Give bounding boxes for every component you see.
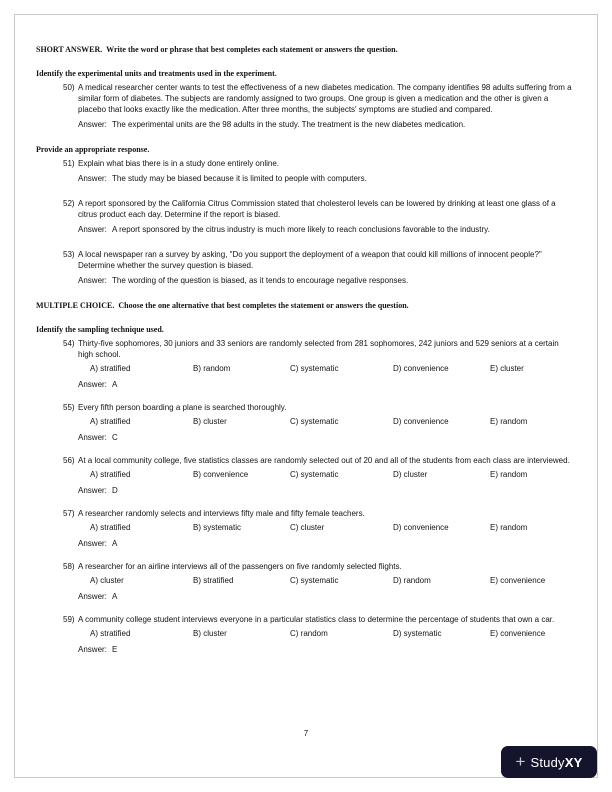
question-59-choices xyxy=(90,628,576,639)
answer-50-text: The experimental units are the 98 adults in the study. The treatment is the new diabetes medication. xyxy=(112,120,466,129)
answer-58-value: A xyxy=(112,592,118,601)
answer-57 xyxy=(78,538,576,549)
choice-c: C) systematic xyxy=(290,470,339,479)
answer-55-label: Answer: xyxy=(78,433,107,442)
choice-c: C) random xyxy=(290,629,328,638)
question-59-text: A community college student interviews everyone in a particular statistics class to determine the percentage of students that own a car. xyxy=(78,615,555,624)
question-57 xyxy=(36,508,576,549)
choice-b: B) cluster xyxy=(193,629,227,638)
question-50 xyxy=(63,82,576,115)
choice-e: E) random xyxy=(490,470,528,479)
choice-e: E) convenience xyxy=(490,629,546,638)
choice-b: B) stratified xyxy=(193,576,234,585)
logo-text-study: Study xyxy=(530,754,565,770)
choice-d: D) random xyxy=(393,576,431,585)
answer-59-value: E xyxy=(112,645,118,654)
question-52-number: 52) xyxy=(63,199,75,208)
choice-e: E) random xyxy=(490,523,528,532)
question-51-text: Explain what bias there is in a study done entirely online. xyxy=(78,159,280,168)
question-50-text: A medical researcher center wants to test the effectiveness of a new diabetes medication. The company identifies 98 adults suffering from a similar form of diabetes. The subjects are randomly assigned to two groups. One group is given a medication and the other is given a placebo that looks exactly like the medication. After three months, the subjects' symptoms are studied and compared. xyxy=(78,83,572,114)
choice-a: A) stratified xyxy=(90,523,131,532)
choice-d: D) convenience xyxy=(393,364,449,373)
choice-e: E) random xyxy=(490,417,528,426)
answer-59 xyxy=(78,644,576,655)
question-50-number: 50) xyxy=(63,83,75,92)
answer-54-label: Answer: xyxy=(78,380,107,389)
question-53 xyxy=(63,249,576,271)
answer-54-value: A xyxy=(112,380,118,389)
answer-51 xyxy=(78,173,576,184)
answer-57-label: Answer: xyxy=(78,539,107,548)
question-56-number: 56) xyxy=(63,456,75,465)
direction-experimental-units: Identify the experimental units and treatments used in the experiment. xyxy=(36,69,277,78)
choice-d: D) convenience xyxy=(393,417,449,426)
studyxy-logo xyxy=(501,746,597,778)
choice-b: B) systematic xyxy=(193,523,242,532)
page-number: 7 xyxy=(303,729,309,738)
answer-56 xyxy=(78,485,576,496)
question-58-choices xyxy=(90,575,576,586)
question-52-text: A report sponsored by the California Citrus Commission stated that cholesterol levels can be lowered by drinking at least one glass of a citrus product each day. Determine if the report is biased. xyxy=(78,199,556,219)
question-55 xyxy=(36,402,576,443)
choice-d: D) convenience xyxy=(393,523,449,532)
choice-a: A) stratified xyxy=(90,470,131,479)
answer-56-value: D xyxy=(112,486,118,495)
question-55-text: Every fifth person boarding a plane is searched thoroughly. xyxy=(78,403,287,412)
answer-55-value: C xyxy=(112,433,118,442)
logo-text-xy: XY xyxy=(564,754,583,770)
short-answer-section-header: SHORT ANSWER. Write the word or phrase that best completes each statement or answers the question. xyxy=(36,45,398,54)
question-56 xyxy=(36,455,576,496)
question-58-number: 58) xyxy=(63,562,75,571)
answer-51-label: Answer: xyxy=(78,174,107,183)
answer-57-value: A xyxy=(112,539,118,548)
answer-54 xyxy=(78,379,576,390)
choice-a: A) cluster xyxy=(90,576,124,585)
answer-55 xyxy=(78,432,576,443)
answer-53-text: The wording of the question is biased, as it tends to encourage negative responses. xyxy=(112,276,409,285)
choice-d: D) systematic xyxy=(393,629,442,638)
question-51-number: 51) xyxy=(63,159,75,168)
choice-c: C) cluster xyxy=(290,523,325,532)
question-56-text: At a local community college, five statistics classes are randomly selected out of 20 and all of the students from each class are interviewed. xyxy=(78,456,570,465)
choice-a: A) stratified xyxy=(90,364,131,373)
direction-appropriate-response: Provide an appropriate response. xyxy=(36,145,150,154)
answer-50-label: Answer: xyxy=(78,120,107,129)
choice-c: C) systematic xyxy=(290,417,339,426)
question-55-number: 55) xyxy=(63,403,75,412)
question-57-text: A researcher randomly selects and interviews fifty male and fifty female teachers. xyxy=(78,509,365,518)
answer-50 xyxy=(78,119,576,130)
question-54-text: Thirty-five sophomores, 30 juniors and 33 seniors are randomly selected from 281 sophomores, 242 juniors and 529 seniors at a certain high school. xyxy=(78,339,559,359)
choice-c: C) systematic xyxy=(290,364,339,373)
question-51 xyxy=(63,158,576,169)
question-55-choices xyxy=(90,416,576,427)
choice-a: A) stratified xyxy=(90,629,131,638)
choice-b: B) cluster xyxy=(193,417,227,426)
question-58 xyxy=(36,561,576,602)
question-59 xyxy=(36,614,576,655)
choice-e: E) cluster xyxy=(490,364,524,373)
question-56-choices xyxy=(90,469,576,480)
question-54-choices xyxy=(90,363,576,374)
answer-53 xyxy=(78,275,576,286)
answer-51-text: The study may be biased because it is limited to people with computers. xyxy=(112,174,367,183)
answer-53-label: Answer: xyxy=(78,276,107,285)
answer-56-label: Answer: xyxy=(78,486,107,495)
question-57-number: 57) xyxy=(63,509,75,518)
answer-59-label: Answer: xyxy=(78,645,107,654)
question-54 xyxy=(36,338,576,390)
choice-c: C) systematic xyxy=(290,576,339,585)
choice-d: D) cluster xyxy=(393,470,428,479)
multiple-choice-section-header: MULTIPLE CHOICE. Choose the one alternative that best completes the statement or answers the question. xyxy=(36,301,409,310)
direction-sampling-technique: Identify the sampling technique used. xyxy=(36,325,164,334)
choice-b: B) convenience xyxy=(193,470,249,479)
studyxy-logo-text xyxy=(530,756,582,769)
plus-icon: + xyxy=(515,752,526,771)
choice-b: B) random xyxy=(193,364,231,373)
question-57-choices xyxy=(90,522,576,533)
question-58-text: A researcher for an airline interviews all of the passengers on five randomly selected flights. xyxy=(78,562,402,571)
question-53-text: A local newspaper ran a survey by asking, "Do you support the deployment of a weapon that could kill millions of innocent people?" Determine whether the survey question is biased. xyxy=(78,250,542,270)
choice-e: E) convenience xyxy=(490,576,546,585)
answer-52-label: Answer: xyxy=(78,225,107,234)
choice-a: A) stratified xyxy=(90,417,131,426)
question-54-number: 54) xyxy=(63,339,75,348)
question-53-number: 53) xyxy=(63,250,75,259)
answer-52-text: A report sponsored by the citrus industry is much more likely to reach conclusions favorable to the industry. xyxy=(112,225,490,234)
question-52 xyxy=(63,198,576,220)
answer-52 xyxy=(78,224,576,235)
question-59-number: 59) xyxy=(63,615,75,624)
answer-58 xyxy=(78,591,576,602)
answer-58-label: Answer: xyxy=(78,592,107,601)
